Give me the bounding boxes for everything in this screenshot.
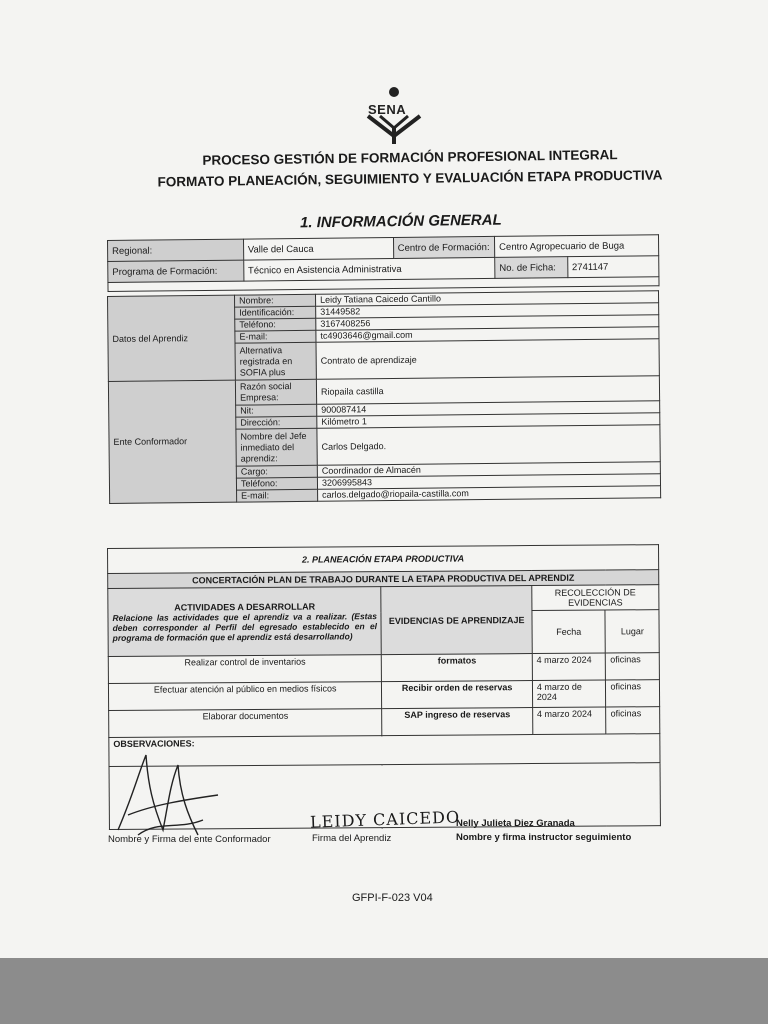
concertacion-heading: CONCERTACIÓN PLAN DE TRABAJO DURANTE LA ETAPA PRODUCTIVA DEL APRENDIZ	[108, 570, 659, 589]
table-row-lugar: oficinas	[606, 707, 660, 734]
actividades-header: ACTIVIDADES A DESARROLLAR	[174, 601, 316, 613]
table-row-fecha: 4 marzo 2024	[532, 653, 606, 681]
table-row-actividad: Efectuar atención al público en medios físicos	[108, 682, 382, 711]
ficha-value: 2741147	[567, 256, 659, 278]
ente-email-label: E-mail:	[237, 489, 318, 502]
aprendiz-signature: LEIDY CAICEDO	[309, 807, 461, 832]
aprendiz-nombre: Leidy Tatiana Caicedo Cantillo	[315, 291, 658, 307]
fecha-header: Fecha	[532, 610, 606, 654]
instructor-name: Nelly Julieta Diez Granada	[456, 818, 575, 829]
ente-jefe: Carlos Delgado.	[317, 425, 660, 466]
lugar-header: Lugar	[605, 610, 659, 653]
aprendiz-email-label: E-mail:	[235, 330, 316, 343]
aprendiz-id-label: Identificación:	[235, 306, 316, 319]
scan-background	[0, 958, 768, 1024]
table-row-fecha: 4 marzo 2024	[532, 707, 606, 735]
ente-cargo-label: Cargo:	[236, 465, 317, 478]
ente-tel: 3206995843	[317, 474, 660, 490]
document-title-line2: FORMATO PLANEACIÓN, SEGUIMIENTO Y EVALUACIÓN ETAPA PRODUCTIVA	[157, 167, 663, 190]
ente-nit-label: Nit:	[236, 404, 317, 417]
aprendiz-alt-label: Alternativa registrada en SOFIA plus	[235, 342, 316, 380]
aprendiz-tel-label: Teléfono:	[235, 318, 316, 331]
programa-label: Programa de Formación:	[108, 260, 244, 282]
general-info-table	[107, 234, 660, 292]
table-row-actividad: Elaborar documentos	[109, 709, 383, 738]
ente-tel-label: Teléfono:	[236, 477, 317, 490]
aprendiz-email: tc4903646@gmail.com	[316, 327, 659, 343]
programa-value: Técnico en Asistencia Administrativa	[243, 257, 495, 281]
table-row-evidencia: Recibir orden de reservas	[382, 681, 533, 709]
datos-aprendiz-label: Datos del Aprendiz	[108, 295, 236, 381]
ente-razon: Riopaila castilla	[316, 376, 659, 405]
evidencias-header: EVIDENCIAS DE APRENDIZAJE	[381, 586, 532, 655]
ente-email: carlos.delgado@riopaila-castilla.com	[318, 486, 661, 502]
aprendiz-alt: Contrato de aprendizaje	[316, 339, 659, 380]
instructor-signature-label: Nombre y firma instructor seguimiento	[456, 832, 632, 843]
ente-dir-label: Dirección:	[236, 416, 317, 429]
section1-heading: 1. INFORMACIÓN GENERAL	[299, 211, 502, 232]
actividades-instructions: Relacione las actividades que el aprendiz va a realizar. (Estas deben corresponder al Perfil del egresado establecido en el programa de formación que el aprendiz está desarrollando)	[112, 610, 378, 643]
ente-razon-label: Razón social Empresa:	[235, 379, 316, 405]
logo-text: SENA	[368, 102, 407, 117]
table-row-evidencia: SAP ingreso de reservas	[382, 708, 533, 736]
ente-cargo: Coordinador de Almacén	[317, 462, 660, 478]
aprendiz-nombre-label: Nombre:	[234, 294, 315, 307]
section2-heading: 2. PLANEACIÓN ETAPA PRODUCTIVA	[108, 545, 659, 574]
table-row-evidencia: formatos	[382, 654, 533, 682]
regional-value: Valle del Cauca	[243, 238, 393, 261]
table-row-fecha: 4 marzo de 2024	[532, 680, 606, 708]
table-row-lugar: oficinas	[606, 653, 660, 680]
regional-label: Regional:	[108, 239, 244, 261]
aprendiz-tel: 3167408256	[316, 315, 659, 331]
document-title-line1: PROCESO GESTIÓN DE FORMACIÓN PROFESIONAL INTEGRAL	[202, 147, 618, 168]
table-row-actividad: Realizar control de inventarios	[108, 655, 382, 684]
centro-value: Centro Agropecuario de Buga	[495, 235, 659, 258]
aprendiz-signature-label: Firma del Aprendiz	[312, 833, 392, 844]
ente-conformador-label: Ente Conformador	[108, 380, 236, 503]
ente-signature-label: Nombre y Firma del ente Conformador	[108, 834, 271, 845]
observaciones: OBSERVACIONES:	[109, 734, 660, 767]
table-row-lugar: oficinas	[606, 680, 660, 707]
ente-jefe-label: Nombre del Jefe inmediato del aprendiz:	[236, 428, 317, 466]
ente-dir: Kilómetro 1	[317, 413, 660, 429]
ente-nit: 900087414	[317, 401, 660, 417]
aprendiz-id: 31449582	[316, 303, 659, 319]
ficha-label: No. de Ficha:	[495, 257, 568, 279]
centro-label: Centro de Formación:	[393, 236, 495, 258]
details-table	[107, 290, 661, 504]
recoleccion-header: RECOLECCIÓN DE EVIDENCIAS	[532, 585, 659, 611]
form-code: GFPI-F-023 V04	[352, 892, 433, 904]
